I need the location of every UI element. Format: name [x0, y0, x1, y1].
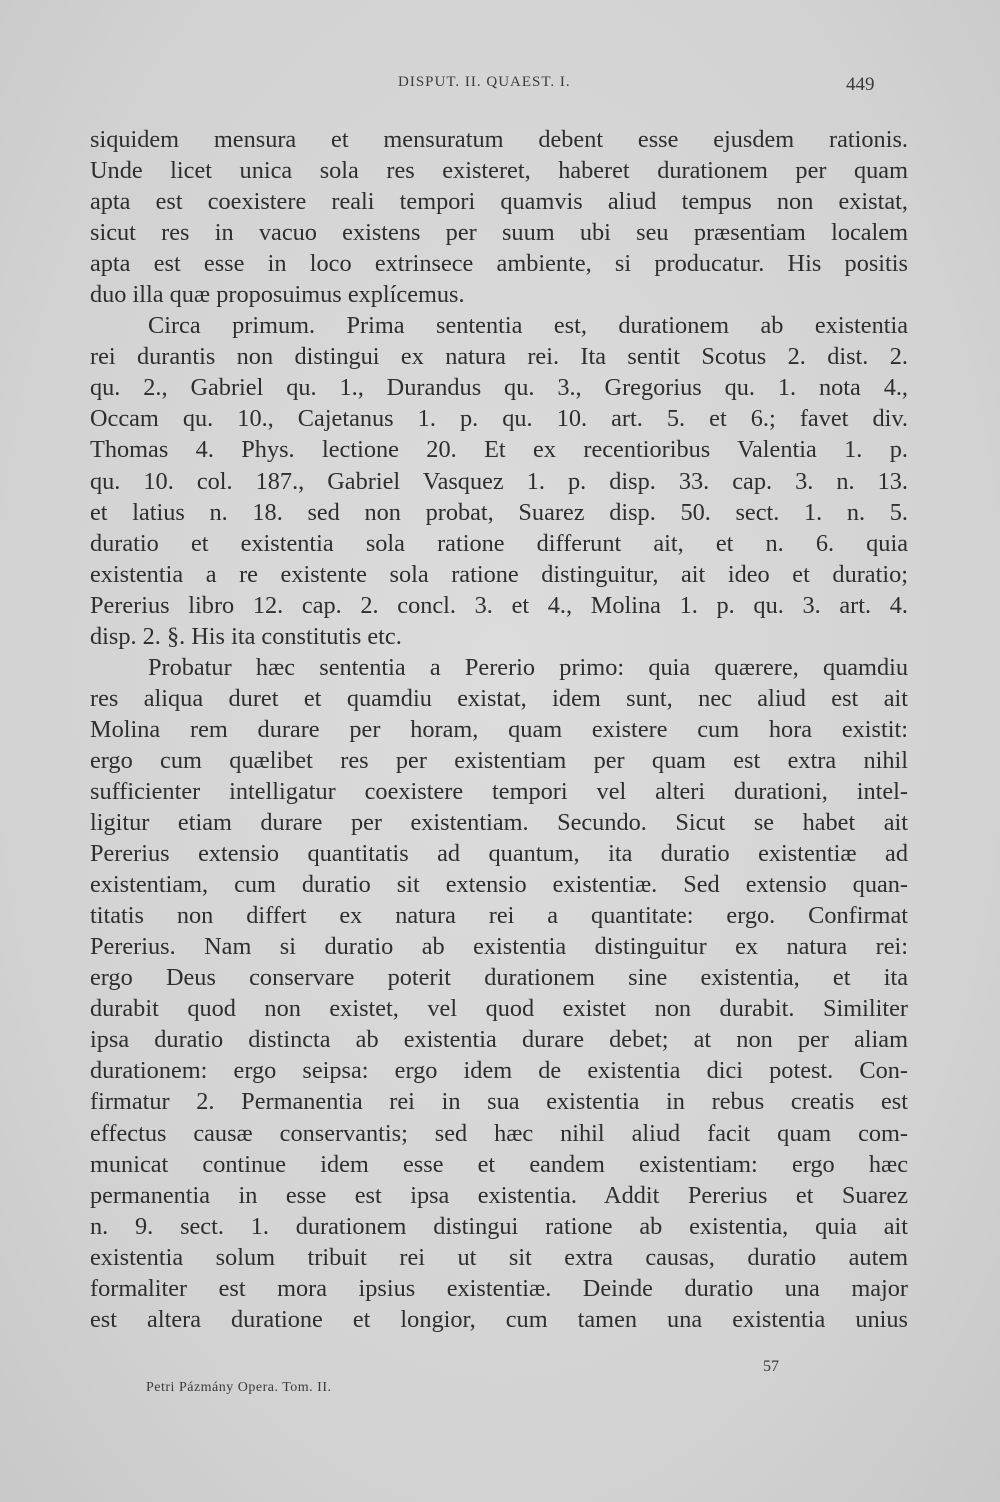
text-line: Unde licet unica sola res existeret, haberet durationem per quam [90, 157, 908, 185]
text-line: Circa primum. Prima sententia est, durationem ab existentia [148, 312, 908, 340]
text-line: Pererius. Nam si duratio ab existentia distinguitur ex natura rei: [90, 933, 908, 961]
text-line: existentiam, cum duratio sit extensio existentiæ. Sed extensio quan- [90, 871, 908, 899]
text-line: firmatur 2. Permanentia rei in sua existentia in rebus creatis est [90, 1088, 908, 1116]
text-line: res aliqua duret et quamdiu existat, idem sunt, nec aliud est ait [90, 684, 908, 712]
text-line: formaliter est mora ipsius existentiæ. Deinde duratio una major [90, 1274, 908, 1302]
text-line: ligitur etiam durare per existentiam. Secundo. Sicut se habet ait [90, 809, 908, 837]
text-line: n. 9. sect. 1. durationem distingui ratione ab existentia, quia ait [90, 1212, 908, 1240]
text-line: apta est esse in loco extrinsece ambiente, si producatur. His positis [90, 250, 908, 278]
text-line: Probatur hæc sententia a Pererio primo: quia quærere, quamdiu [148, 653, 908, 681]
text-line: Thomas 4. Phys. lectione 20. Et ex recentioribus Valentia 1. p. [90, 436, 908, 464]
text-line: et latius n. 18. sed non probat, Suarez disp. 50. sect. 1. n. 5. [90, 498, 908, 526]
text-line: qu. 10. col. 187., Gabriel Vasquez 1. p. disp. 33. cap. 3. n. 13. [90, 467, 908, 495]
text-line: ergo Deus conservare poterit durationem sine existentia, et ita [90, 964, 908, 992]
text-line: sicut res in vacuo existens per suum ubi seu præsentiam localem [90, 219, 908, 247]
text-line: permanentia in esse est ipsa existentia. Addit Pererius et Suarez [90, 1181, 908, 1209]
running-head: DISPUT. II. QUAEST. I. [398, 74, 571, 90]
text-line: est altera duratione et longior, cum tamen una existentia unius [90, 1305, 908, 1333]
text-line: sufficienter intelligatur coexistere tempori vel alteri durationi, intel- [90, 777, 908, 805]
page-number: 449 [846, 74, 875, 95]
text-line: durationem: ergo seipsa: ergo idem de existentia dici potest. Con- [90, 1057, 908, 1085]
text-line: durabit quod non existet, vel quod existet non durabit. Similiter [90, 995, 908, 1023]
text-line: effectus causæ conservantis; sed hæc nihil aliud facit quam com- [90, 1119, 908, 1147]
text-line: qu. 2., Gabriel qu. 1., Durandus qu. 3., Gregorius qu. 1. nota 4., [90, 374, 908, 402]
text-line: Pererius libro 12. cap. 2. concl. 3. et 4., Molina 1. p. qu. 3. art. 4. [90, 591, 908, 619]
text-line: Molina rem durare per horam, quam existere cum hora existit: [90, 715, 908, 743]
text-line: duratio et existentia sola ratione differunt ait, et n. 6. quia [90, 529, 908, 557]
footer-imprint: Petri Pázmány Opera. Tom. II. [146, 1380, 332, 1395]
text-line: existentia a re existente sola ratione distinguitur, ait ideo et duratio; [90, 560, 908, 588]
text-line: ipsa duratio distincta ab existentia durare debet; at non per aliam [90, 1026, 908, 1054]
text-line: disp. 2. §. His ita constitutis etc. [90, 622, 402, 650]
body-text [90, 124, 908, 1335]
text-line: duo illa quæ proposuimus explícemus. [90, 281, 465, 309]
text-line: apta est coexistere reali tempori quamvis aliud tempus non existat, [90, 188, 908, 216]
text-line: Pererius extensio quantitatis ad quantum, ita duratio existentiæ ad [90, 840, 908, 868]
text-line: rei durantis non distingui ex natura rei. Ita sentit Scotus 2. dist. 2. [90, 343, 908, 371]
text-line: ergo cum quælibet res per existentiam per quam est extra nihil [90, 746, 908, 774]
signature-mark: 57 [763, 1358, 779, 1375]
text-line: titatis non differt ex natura rei a quantitate: ergo. Confirmat [90, 902, 908, 930]
text-line: Occam qu. 10., Cajetanus 1. p. qu. 10. art. 5. et 6.; favet div. [90, 405, 908, 433]
text-line: municat continue idem esse et eandem existentiam: ergo hæc [90, 1150, 908, 1178]
text-line: existentia solum tribuit rei ut sit extra causas, duratio autem [90, 1243, 908, 1271]
text-line: siquidem mensura et mensuratum debent esse ejusdem rationis. [90, 126, 908, 153]
